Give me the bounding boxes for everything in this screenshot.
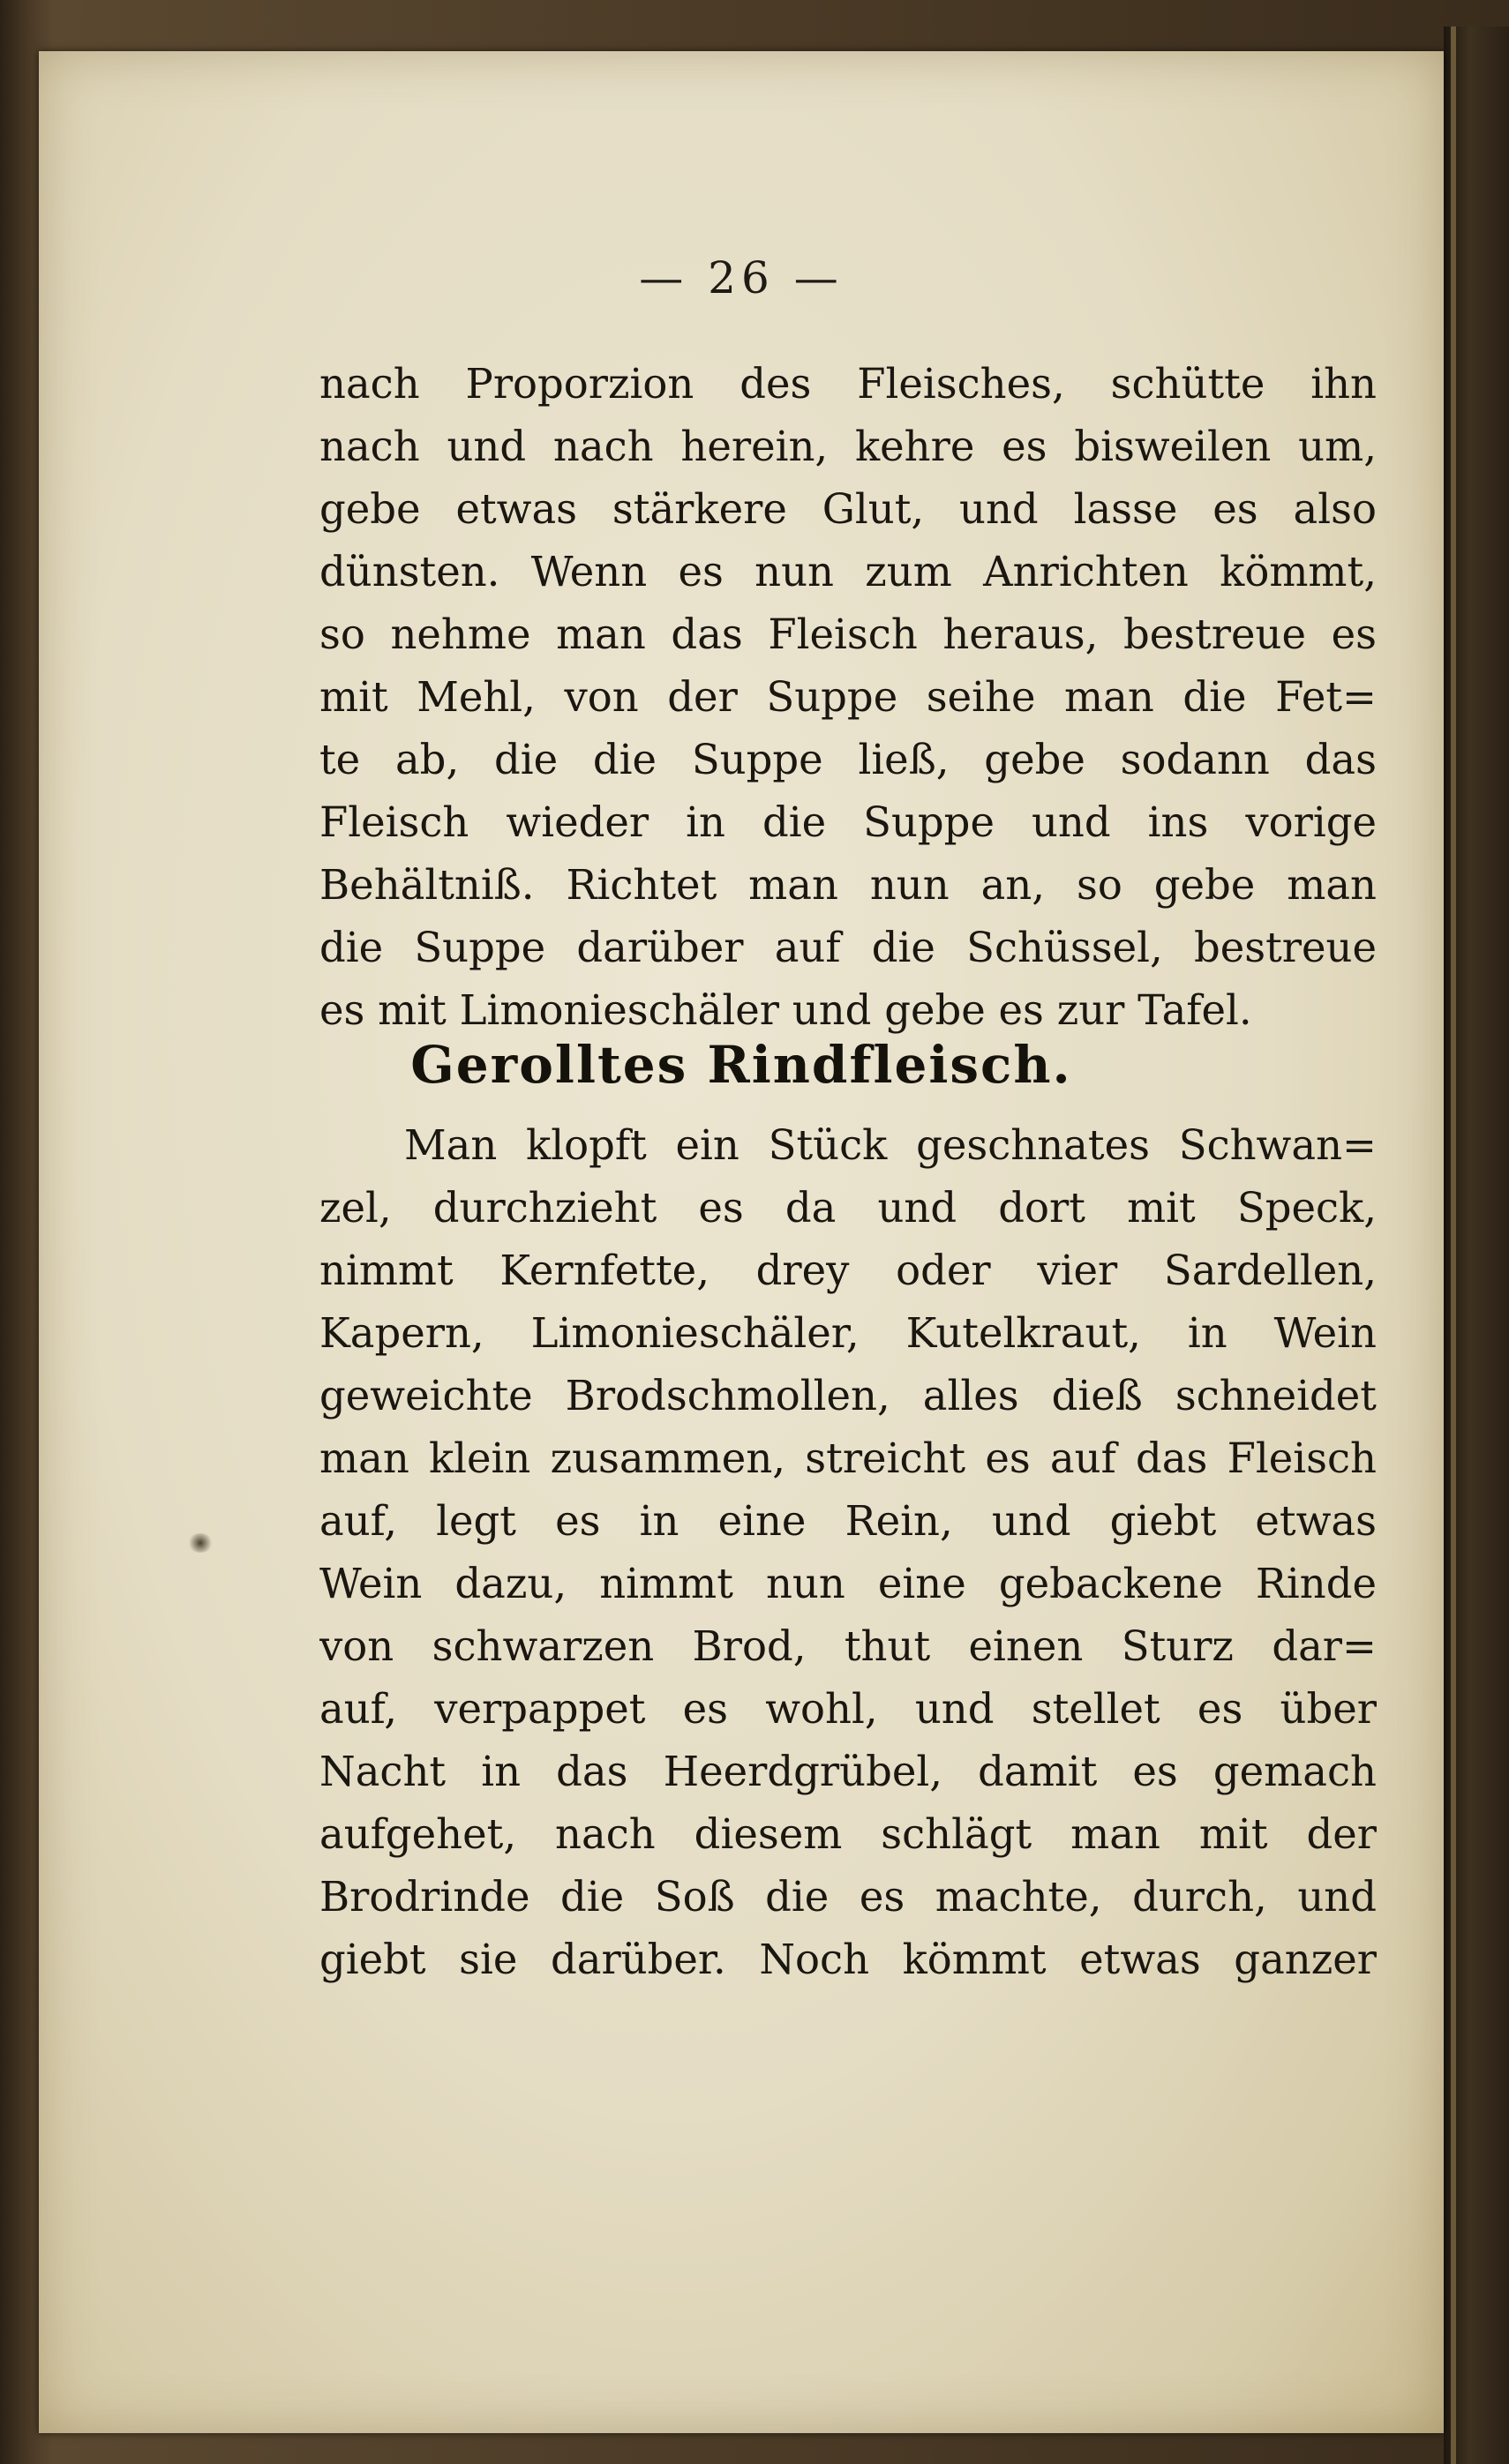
- text-line: es mit Limonieschäler und gebe es zur Tafel.: [319, 986, 1252, 1034]
- book-spine-edge: [1444, 26, 1509, 2464]
- page-number: — 26 —: [639, 252, 844, 303]
- text-line: giebt sie darüber. Noch kömmt etwas ganzer: [319, 1936, 1377, 1983]
- recipe-heading: Gerolltes Rindfleisch.: [410, 1035, 1072, 1095]
- text-line: auf, legt es in eine Rein, und giebt etwas: [319, 1497, 1377, 1545]
- text-line: mit Mehl, von der Suppe seihe man die Fet=: [319, 673, 1377, 721]
- text-line: gebe etwas stärkere Glut, und lasse es also: [319, 485, 1377, 533]
- text-line: nimmt Kernfette, drey oder vier Sardellen,: [319, 1247, 1377, 1294]
- text-line: geweichte Brodschmollen, alles dieß schneidet: [319, 1372, 1377, 1419]
- text-line: dünsten. Wenn es nun zum Anrichten kömmt,: [319, 548, 1377, 595]
- text-line: von schwarzen Brod, thut einen Sturz dar=: [319, 1622, 1377, 1670]
- text-line: zel, durchzieht es da und dort mit Speck,: [319, 1184, 1377, 1232]
- text-line: aufgehet, nach diesem schlägt man mit der: [319, 1810, 1377, 1858]
- text-line: Kapern, Limonieschäler, Kutelkraut, in Wein: [319, 1309, 1377, 1357]
- text-line: Fleisch wieder in die Suppe und ins vorige: [319, 798, 1377, 846]
- text-line: Nacht in das Heerdgrübel, damit es gemach: [319, 1748, 1377, 1795]
- text-line: te ab, die die Suppe ließ, gebe sodann das: [319, 736, 1377, 783]
- text-line: so nehme man das Fleisch heraus, bestreue es: [319, 610, 1377, 658]
- text-line: Man klopft ein Stück geschnates Schwan=: [404, 1121, 1377, 1169]
- recipe-paragraph: [319, 1114, 1377, 1991]
- text-line: die Suppe darüber auf die Schüssel, bestreue: [319, 924, 1377, 971]
- text-line: Brodrinde die Soß die es machte, durch, und: [319, 1873, 1377, 1921]
- text-line: auf, verpappet es wohl, und stellet es über: [319, 1685, 1377, 1733]
- text-line: man klein zusammen, streicht es auf das Fleisch: [319, 1434, 1377, 1482]
- text-line: nach und nach herein, kehre es bisweilen um,: [319, 423, 1377, 470]
- ink-smudge: [187, 1533, 214, 1553]
- text-line: Wein dazu, nimmt nun eine gebackene Rinde: [319, 1560, 1377, 1607]
- book-page: [39, 51, 1444, 2433]
- text-line: nach Proporzion des Fleisches, schütte ihn: [319, 360, 1377, 408]
- text-line: Behältniß. Richtet man nun an, so gebe man: [319, 861, 1377, 909]
- paragraph-continued: [319, 353, 1377, 1042]
